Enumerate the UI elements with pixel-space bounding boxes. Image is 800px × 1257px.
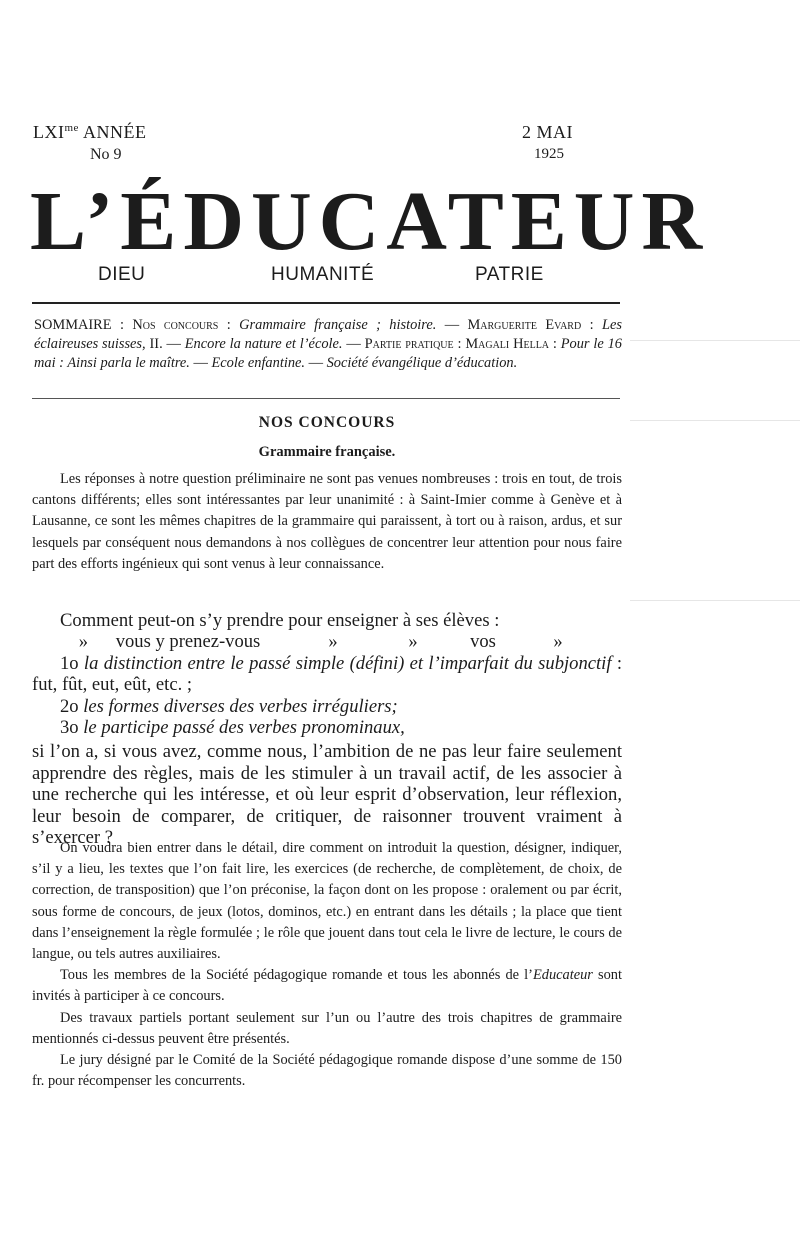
journal-title: L’ÉDUCATEUR bbox=[30, 175, 710, 268]
issue-year: 1925 bbox=[534, 146, 564, 162]
question-item-1 bbox=[32, 653, 622, 696]
ditto-mark: » bbox=[78, 631, 88, 653]
question-line-2 bbox=[32, 631, 622, 652]
sommaire-entry: Grammaire française ; histoire. bbox=[239, 317, 437, 333]
masthead-rule bbox=[32, 302, 620, 304]
motto-humanite: HUMANITÉ bbox=[271, 264, 375, 285]
sommaire-entry: — bbox=[436, 317, 468, 333]
item-text: les formes diverses des verbes irréguliers; bbox=[83, 695, 398, 717]
sommaire-entry: Ecole enfantine. bbox=[211, 355, 306, 371]
sommaire-entry: Les éclaireuses suisses, bbox=[34, 317, 622, 352]
section-subtitle: Grammaire française. bbox=[258, 444, 396, 460]
question-line-2-vos: vos bbox=[470, 631, 496, 653]
sommaire-entry: — bbox=[189, 355, 212, 371]
item-number: 1o bbox=[60, 652, 79, 674]
question-line-1: Comment peut-on s’y prendre pour enseigner à ses élèves : bbox=[60, 610, 500, 631]
sommaire-entry: Partie pratique : bbox=[364, 336, 462, 352]
table-of-contents bbox=[34, 316, 622, 373]
sommaire-entry: Nos concours : bbox=[132, 317, 231, 333]
volume-year: $LXI^{me}$ ANNÉE bbox=[33, 122, 147, 142]
sommaire-entry: II. — bbox=[145, 336, 185, 352]
question-block bbox=[32, 610, 622, 848]
sommaire-entry bbox=[231, 317, 239, 333]
item-text: la distinction entre le passé simple (défini) et l’imparfait du subjonctif bbox=[83, 652, 612, 674]
sommaire-entry: — bbox=[305, 355, 327, 371]
section-title: NOS CONCOURS bbox=[258, 414, 396, 431]
question-line-2-text: vous y prenez-vous bbox=[115, 631, 261, 653]
sommaire-label: SOMMAIRE : bbox=[34, 317, 124, 333]
item-text: le participe passé des verbes pronominaux, bbox=[83, 717, 405, 739]
paragraph-details: On voudra bien entrer dans le détail, dire comment on introduit la question, désigner, indiquer, s’il y a lieu, les textes que l’on fait lire, les exercices (de recherche, de complètement, de choix, de correction, de transposition) que l’on préconise, la façon dont on les propose : oralement ou par écrit, sous forme de concours, de jeux (lotos, dominos, etc.) en entrant dans les détails ; la place que tient dans l’enseignement la règle formulée ; le rôle que jouent dans tout cela le livre de lecture, le cours de langue, ou tels autres auxiliaires. bbox=[32, 840, 622, 963]
sommaire-entry bbox=[594, 317, 602, 333]
motto-patrie: PATRIE bbox=[475, 264, 544, 285]
question-item-2 bbox=[32, 696, 622, 717]
sommaire-entry: Encore la nature et l’école. bbox=[184, 336, 343, 352]
sommaire-entry: Magali Hella : bbox=[465, 336, 557, 352]
instructions-block bbox=[32, 838, 622, 1092]
question-conclusion: si l’on a, si vous avez, comme nous, l’ambition de ne pas leur faire seulement apprendre des règles, mais de les stimuler à un travail actif, de les associer à une recherche qui les intéresse, et où leur esprit d’observation, leur réflexion, leur besoin de comparer, de critiquer, de raisonner trouvent vraiment à s’exercer ? bbox=[32, 741, 622, 849]
paragraph-members: Tous les membres de la Société pédagogique romande et tous les abonnés de l’Educateur sont invités à participer à ce concours. bbox=[32, 967, 622, 1005]
item-number: 3o bbox=[60, 717, 79, 739]
sommaire-entry: — bbox=[342, 336, 365, 352]
paragraph-jury: Le jury désigné par le Comité de la Société pédagogique romande dispose d’une somme de 150 fr. pour récompenser les concurrents. bbox=[32, 1052, 622, 1090]
ditto-mark: » bbox=[408, 631, 418, 653]
sommaire-entry: Marguerite Evard : bbox=[467, 317, 594, 333]
sommaire-rule bbox=[32, 398, 620, 399]
intro-text: Les réponses à notre question préliminaire ne sont pas venues nombreuses : trois en tout, de trois cantons différents; elles sont intéressantes par leur unanimité : à Saint-Imier comme à Genève et à Lausanne, ce sont les mêmes chapitres de la grammaire qui paraissent, à tort ou à raison, ardus, et sur lesquels par conséquent nous demandons à nos collègues de concentrer leur attention pour nous faire part des efforts ingénieux qui sont venus à leur connaissance. bbox=[32, 471, 622, 572]
issue-number: No 9 bbox=[90, 146, 122, 163]
sommaire-entry: Société évangélique d’éducation. bbox=[326, 355, 518, 371]
item-tail: : fut, fût, eut, eût, etc. ; bbox=[32, 652, 622, 696]
issue-date: 2 MAI bbox=[522, 122, 573, 142]
paragraph-partial-works: Des travaux partiels portant seulement sur l’un ou l’autre des trois chapitres de grammaire mentionnés ci-dessus peuvent être présentés. bbox=[32, 1009, 622, 1047]
sommaire-entry: Pour le 16 mai : Ainsi parla le maître. bbox=[34, 336, 622, 371]
motto-dieu: DIEU bbox=[98, 264, 146, 285]
question-item-3 bbox=[32, 717, 622, 738]
ditto-mark: » bbox=[328, 631, 338, 653]
intro-paragraph bbox=[32, 469, 622, 575]
ditto-mark: » bbox=[553, 631, 563, 653]
item-number: 2o bbox=[60, 695, 79, 717]
